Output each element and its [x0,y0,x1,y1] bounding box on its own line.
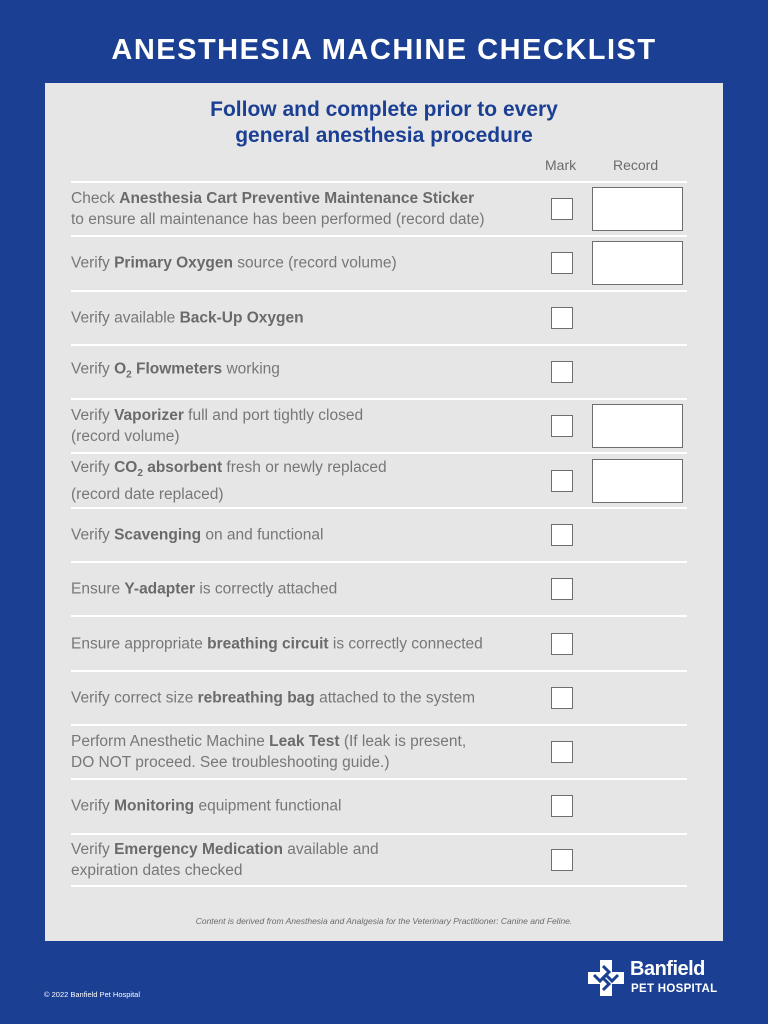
checklist-item-line [71,687,541,708]
checklist-item-plain-text: Verify correct size [71,689,198,707]
checklist-item-line [71,731,541,752]
mark-checkbox[interactable] [551,578,573,600]
checklist-item-plain-text: Verify [71,840,115,858]
checklist-item-text [71,307,541,328]
checklist-row [71,398,687,452]
checklist-item-plain-text: (record volume) [71,428,180,446]
checklist-item-line [71,307,541,328]
checklist-panel [45,83,723,941]
checklist-item-text [71,405,541,447]
mark-checkbox[interactable] [551,849,573,871]
mark-checkbox[interactable] [551,524,573,546]
checklist-item-plain-text: full and port tightly closed [183,407,364,425]
checklist-item-plain-text: (If leak is present, [339,733,467,751]
column-header-record: Record [613,157,659,173]
checklist-item-plain-text: (record date replaced) [71,485,224,503]
checklist-item-plain-text: attached to the system [314,689,476,707]
checklist-item-bold-text: absorbent [142,458,223,476]
checklist-item-text [71,731,541,773]
checklist-row [71,344,687,398]
mark-checkbox[interactable] [551,795,573,817]
checklist-item-plain-text: source (record volume) [232,254,397,272]
column-header-mark: Mark [545,157,577,173]
checklist-item-bold-text: Primary Oxygen [114,254,233,272]
checklist-item-plain-text: on and functional [201,526,324,544]
checklist-item-plain-text: Perform Anesthetic Machine [71,733,270,751]
checklist-item-plain-text: Verify [71,254,115,272]
mark-checkbox[interactable] [551,741,573,763]
mark-checkbox[interactable] [551,361,573,383]
checklist-item-plain-text: Ensure [71,580,125,598]
checklist-item-plain-text: working [222,360,280,378]
checklist-item-line [71,358,541,385]
mark-checkbox[interactable] [551,307,573,329]
checklist-item-text [71,253,541,274]
checklist-item-bold-text: rebreathing bag [197,689,315,707]
checklist-item-plain-text: Verify [71,526,115,544]
checklist-item-bold-text: Flowmeters [131,360,223,378]
checklist-item-line [71,405,541,426]
checklist-item-bold-text: Back-Up Oxygen [179,309,304,327]
checklist-item-line [71,839,541,860]
checklist-item-line [71,426,541,447]
checklist-rows [71,181,687,887]
checklist-item-plain-text: Verify available [71,309,180,327]
checklist-item-bold-text: Y-adapter [124,580,196,598]
checklist-item-line [71,253,541,274]
checklist-row [71,235,687,289]
checklist-item-text [71,839,541,881]
checklist-item-text [71,457,541,505]
checklist-item-bold-text: Vaporizer [114,407,184,425]
checklist-item-bold-text: Monitoring [114,797,195,815]
source-note: Content is derived from Anesthesia and Analgesia for the Veterinary Practitioner: Canine and Feline. [195,916,573,926]
checklist-row [71,290,687,344]
checklist-row [71,670,687,724]
checklist-item-plain-text: Verify [71,797,115,815]
checklist-item-line [71,457,541,484]
subtitle-line-1: Follow and complete prior to every [210,98,558,121]
checklist-item-plain-text: Verify [71,407,115,425]
checklist-item-plain-text: equipment functional [194,797,342,815]
mark-checkbox[interactable] [551,470,573,492]
checklist-item-plain-text: to ensure all maintenance has been performed (record date) [71,211,485,229]
mark-checkbox[interactable] [551,415,573,437]
banfield-cross-icon [586,958,626,998]
checklist-item-line [71,579,541,600]
checklist-item-bold-text: CO [114,458,138,476]
checklist-row [71,507,687,561]
checklist-item-line [71,860,541,881]
checklist-item-plain-text: is correctly connected [328,635,483,653]
checklist-item-bold-text: Emergency Medication [114,840,283,858]
checklist-item-line [71,524,541,545]
checklist-item-plain-text: Ensure appropriate [71,635,208,653]
checklist-item-plain-text: is correctly attached [195,580,338,598]
checklist-item-text [71,188,541,230]
checklist-item-plain-text: expiration dates checked [71,861,243,879]
subtitle-line-2: general anesthesia procedure [235,124,533,147]
checklist-item-plain-text: fresh or newly replaced [222,458,387,476]
checklist-row [71,833,687,887]
record-field[interactable] [592,404,683,448]
checklist-item-bold-text: O [114,360,127,378]
checklist-item-bold-text: Leak Test [269,733,340,751]
checklist-item-text [71,687,541,708]
checklist-row [71,181,687,235]
checklist-item-text [71,524,541,545]
checklist-item-text [71,358,541,385]
checklist-item-bold-text: Anesthesia Cart Preventive Maintenance Sticker [119,190,475,208]
checklist-item-plain-text: Check [71,190,120,208]
checklist-item-plain-text: available and [282,840,379,858]
checklist-row [71,561,687,615]
checklist-item-line [71,796,541,817]
checklist-item-plain-text: Verify [71,360,115,378]
banfield-logo [586,958,726,1000]
checklist-item-line [71,484,541,505]
checklist-row [71,778,687,832]
record-field[interactable] [592,187,683,231]
checklist-item-line [71,209,541,230]
mark-checkbox[interactable] [551,198,573,220]
checklist-item-bold-text: 2 [137,467,143,479]
logo-name: Banfield [630,958,705,980]
page-title: ANESTHESIA MACHINE CHECKLIST [111,34,657,66]
checklist-item-bold-text: 2 [126,369,132,381]
record-field[interactable] [592,459,683,503]
checklist-row [71,724,687,778]
checklist-row [71,615,687,669]
checklist-item-bold-text: breathing circuit [207,635,329,653]
checklist-item-line [71,188,541,209]
checklist-item-text [71,579,541,600]
mark-checkbox[interactable] [551,687,573,709]
checklist-row [71,452,687,506]
subtitle [45,97,723,149]
checklist-item-text [71,633,541,654]
copyright: © 2022 Banfield Pet Hospital [44,990,141,999]
checklist-item-bold-text: Scavenging [114,526,202,544]
checklist-item-line [71,752,541,773]
mark-checkbox[interactable] [551,633,573,655]
mark-checkbox[interactable] [551,252,573,274]
checklist-item-line [71,633,541,654]
checklist-item-text [71,796,541,817]
checklist-item-plain-text: DO NOT proceed. See troubleshooting guide.) [71,754,390,772]
checklist-item-plain-text: Verify [71,458,115,476]
logo-subtitle: PET HOSPITAL [631,983,718,995]
record-field[interactable] [592,241,683,285]
